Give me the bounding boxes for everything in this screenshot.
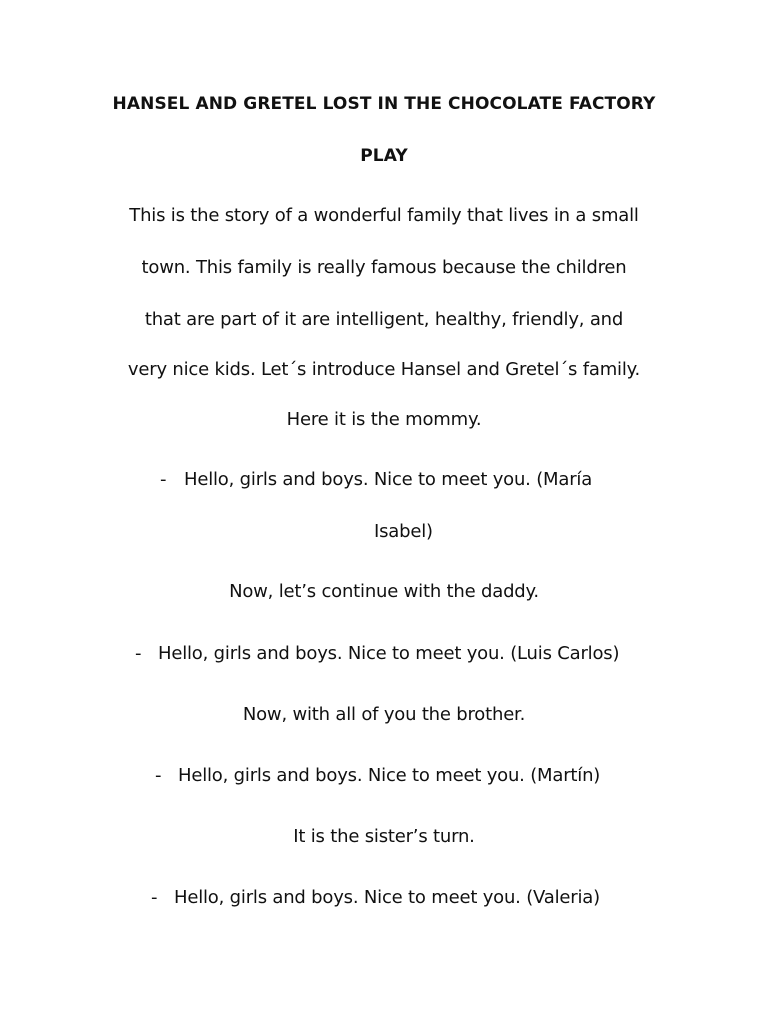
mommy-dialogue-line-continued: Isabel)	[374, 521, 433, 542]
dialogue-dash: -	[155, 765, 162, 786]
narration-line: This is the story of a wonderful family that lives in a small	[129, 205, 639, 226]
brother-dialogue-line: Hello, girls and boys. Nice to meet you. (Martín)	[178, 765, 601, 786]
dialogue-dash: -	[135, 643, 142, 664]
document-title: HANSEL AND GRETEL LOST IN THE CHOCOLATE FACTORY	[112, 94, 656, 114]
dialogue-dash: -	[151, 887, 158, 908]
narration-line: that are part of it are intelligent, healthy, friendly, and	[144, 309, 624, 330]
mommy-dialogue-line: Hello, girls and boys. Nice to meet you. (María	[184, 469, 593, 490]
dialogue-dash: -	[160, 469, 167, 490]
document-subtitle: PLAY	[360, 146, 408, 166]
narration-line: very nice kids. Let´s introduce Hansel and Gretel´s family.	[127, 359, 641, 380]
daddy-dialogue-line: Hello, girls and boys. Nice to meet you. (Luis Carlos)	[158, 643, 620, 664]
daddy-intro: Now, let’s continue with the daddy.	[229, 581, 539, 602]
brother-intro: Now, with all of you the brother.	[242, 704, 526, 725]
narration-line: Here it is the mommy.	[286, 409, 482, 430]
sister-dialogue-line: Hello, girls and boys. Nice to meet you. (Valeria)	[174, 887, 600, 908]
narration-line: town. This family is really famous because the children	[141, 257, 627, 278]
sister-intro: It is the sister’s turn.	[293, 826, 475, 847]
